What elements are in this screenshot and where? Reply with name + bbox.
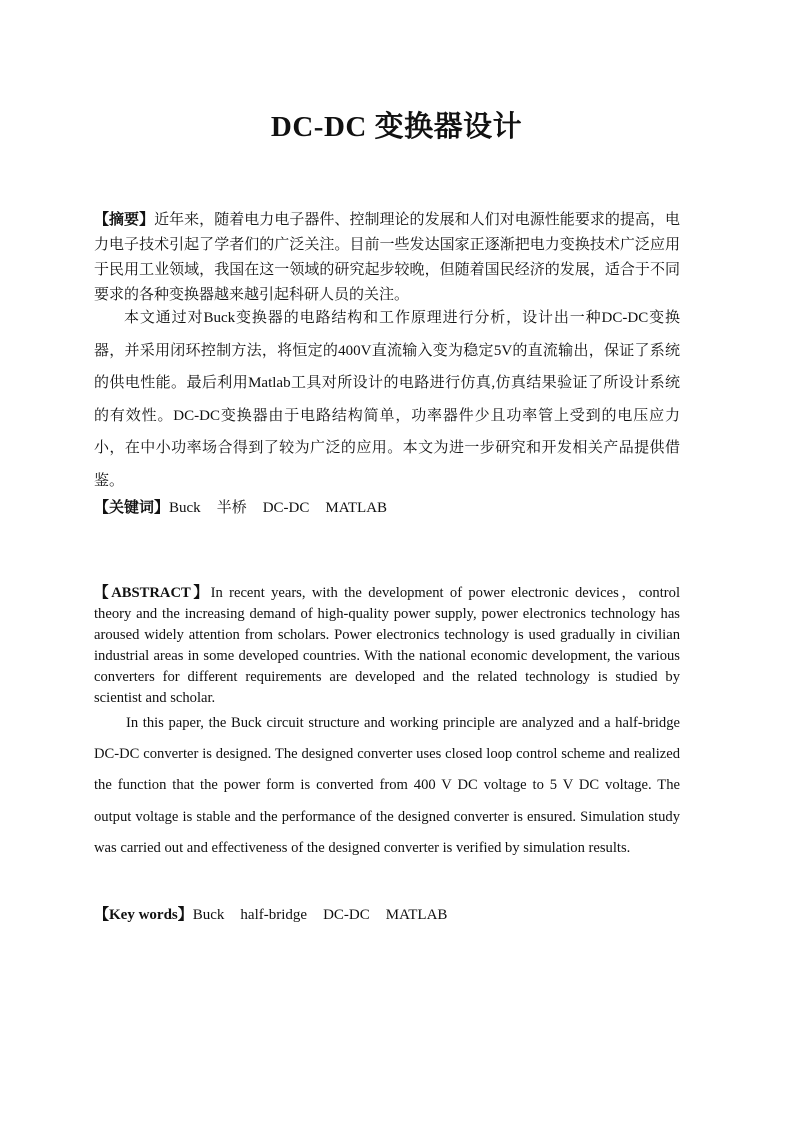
keywords-zh-line	[94, 496, 680, 517]
keywords-en-line	[94, 903, 680, 924]
keyword-zh-item: 半桥	[216, 500, 247, 516]
abstract-en-text-1: In recent years, with the development of power electronic devices，control theory and the increasing demand of high-quality power supply, power electronics technology has aroused widely attention from scholars. Power electronics technology is used gradually in civilian industrial areas in some developed countries. With the national economic development, the various converters for different requirements are developed and the related technology is studied by scientist and scholar.	[94, 585, 680, 706]
abstract-en-paragraph-1	[94, 583, 680, 709]
keyword-zh-item: DC-DC	[262, 500, 310, 516]
abstract-en-label: 【ABSTRACT】	[94, 585, 211, 601]
abstract-zh-paragraph-2: 本文通过对Buck变换器的电路结构和工作原理进行分析，设计出一种DC-DC变换器，并采用闭环控制方法，将恒定的400V直流输入变为稳定5V的直流输出，保证了系统的供电性能。最后利用Matlab工具对所设计的电路进行仿真,仿真结果验证了所设计系统的有效性。DC-DC变换器由于电路结构简单，功率器件少且功率管上受到的电压应力小，在中小功率场合得到了较为广泛的应用。本文为进一步研究和开发相关产品提供借鉴。	[94, 310, 680, 489]
keyword-en-item: DC-DC	[323, 907, 370, 923]
abstract-en-paragraph-2: In this paper, the Buck circuit structure and working principle are analyzed and a half-bridge DC-DC converter is designed. The designed converter uses closed loop control scheme and realized the function that the power form is converted from 400 V DC voltage to 5 V DC voltage. The output voltage is stable and the performance of the designed converter is ensured. Simulation study was carried out and effectiveness of the designed converter is verified by simulation results.	[94, 715, 680, 856]
keyword-en-item: Buck	[192, 907, 225, 923]
keyword-en-item: MATLAB	[385, 907, 448, 923]
keywords-en-label: 【Key words】	[94, 907, 193, 923]
keyword-zh-item: Buck	[169, 500, 201, 516]
abstract-zh-label: 【摘要】	[94, 212, 155, 228]
abstract-zh-text-1: 近年来，随着电力电子器件、控制理论的发展和人们对电源性能要求的提高，电力电子技术引起了学者们的广泛关注。目前一些发达国家正逐渐把电力变换技术广泛应用于民用工业领域，我国在这一领域的研究起步较晚，但随着国民经济的发展，适合于不同要求的各种变换器越来越引起科研人员的关注。	[94, 212, 680, 303]
keyword-zh-item: MATLAB	[325, 500, 388, 516]
keyword-en-item: half-bridge	[240, 907, 308, 923]
document-title: DC-DC 变换器设计	[270, 111, 523, 143]
abstract-zh-paragraph-1	[94, 208, 680, 308]
keywords-zh-label: 【关键词】	[94, 500, 170, 516]
